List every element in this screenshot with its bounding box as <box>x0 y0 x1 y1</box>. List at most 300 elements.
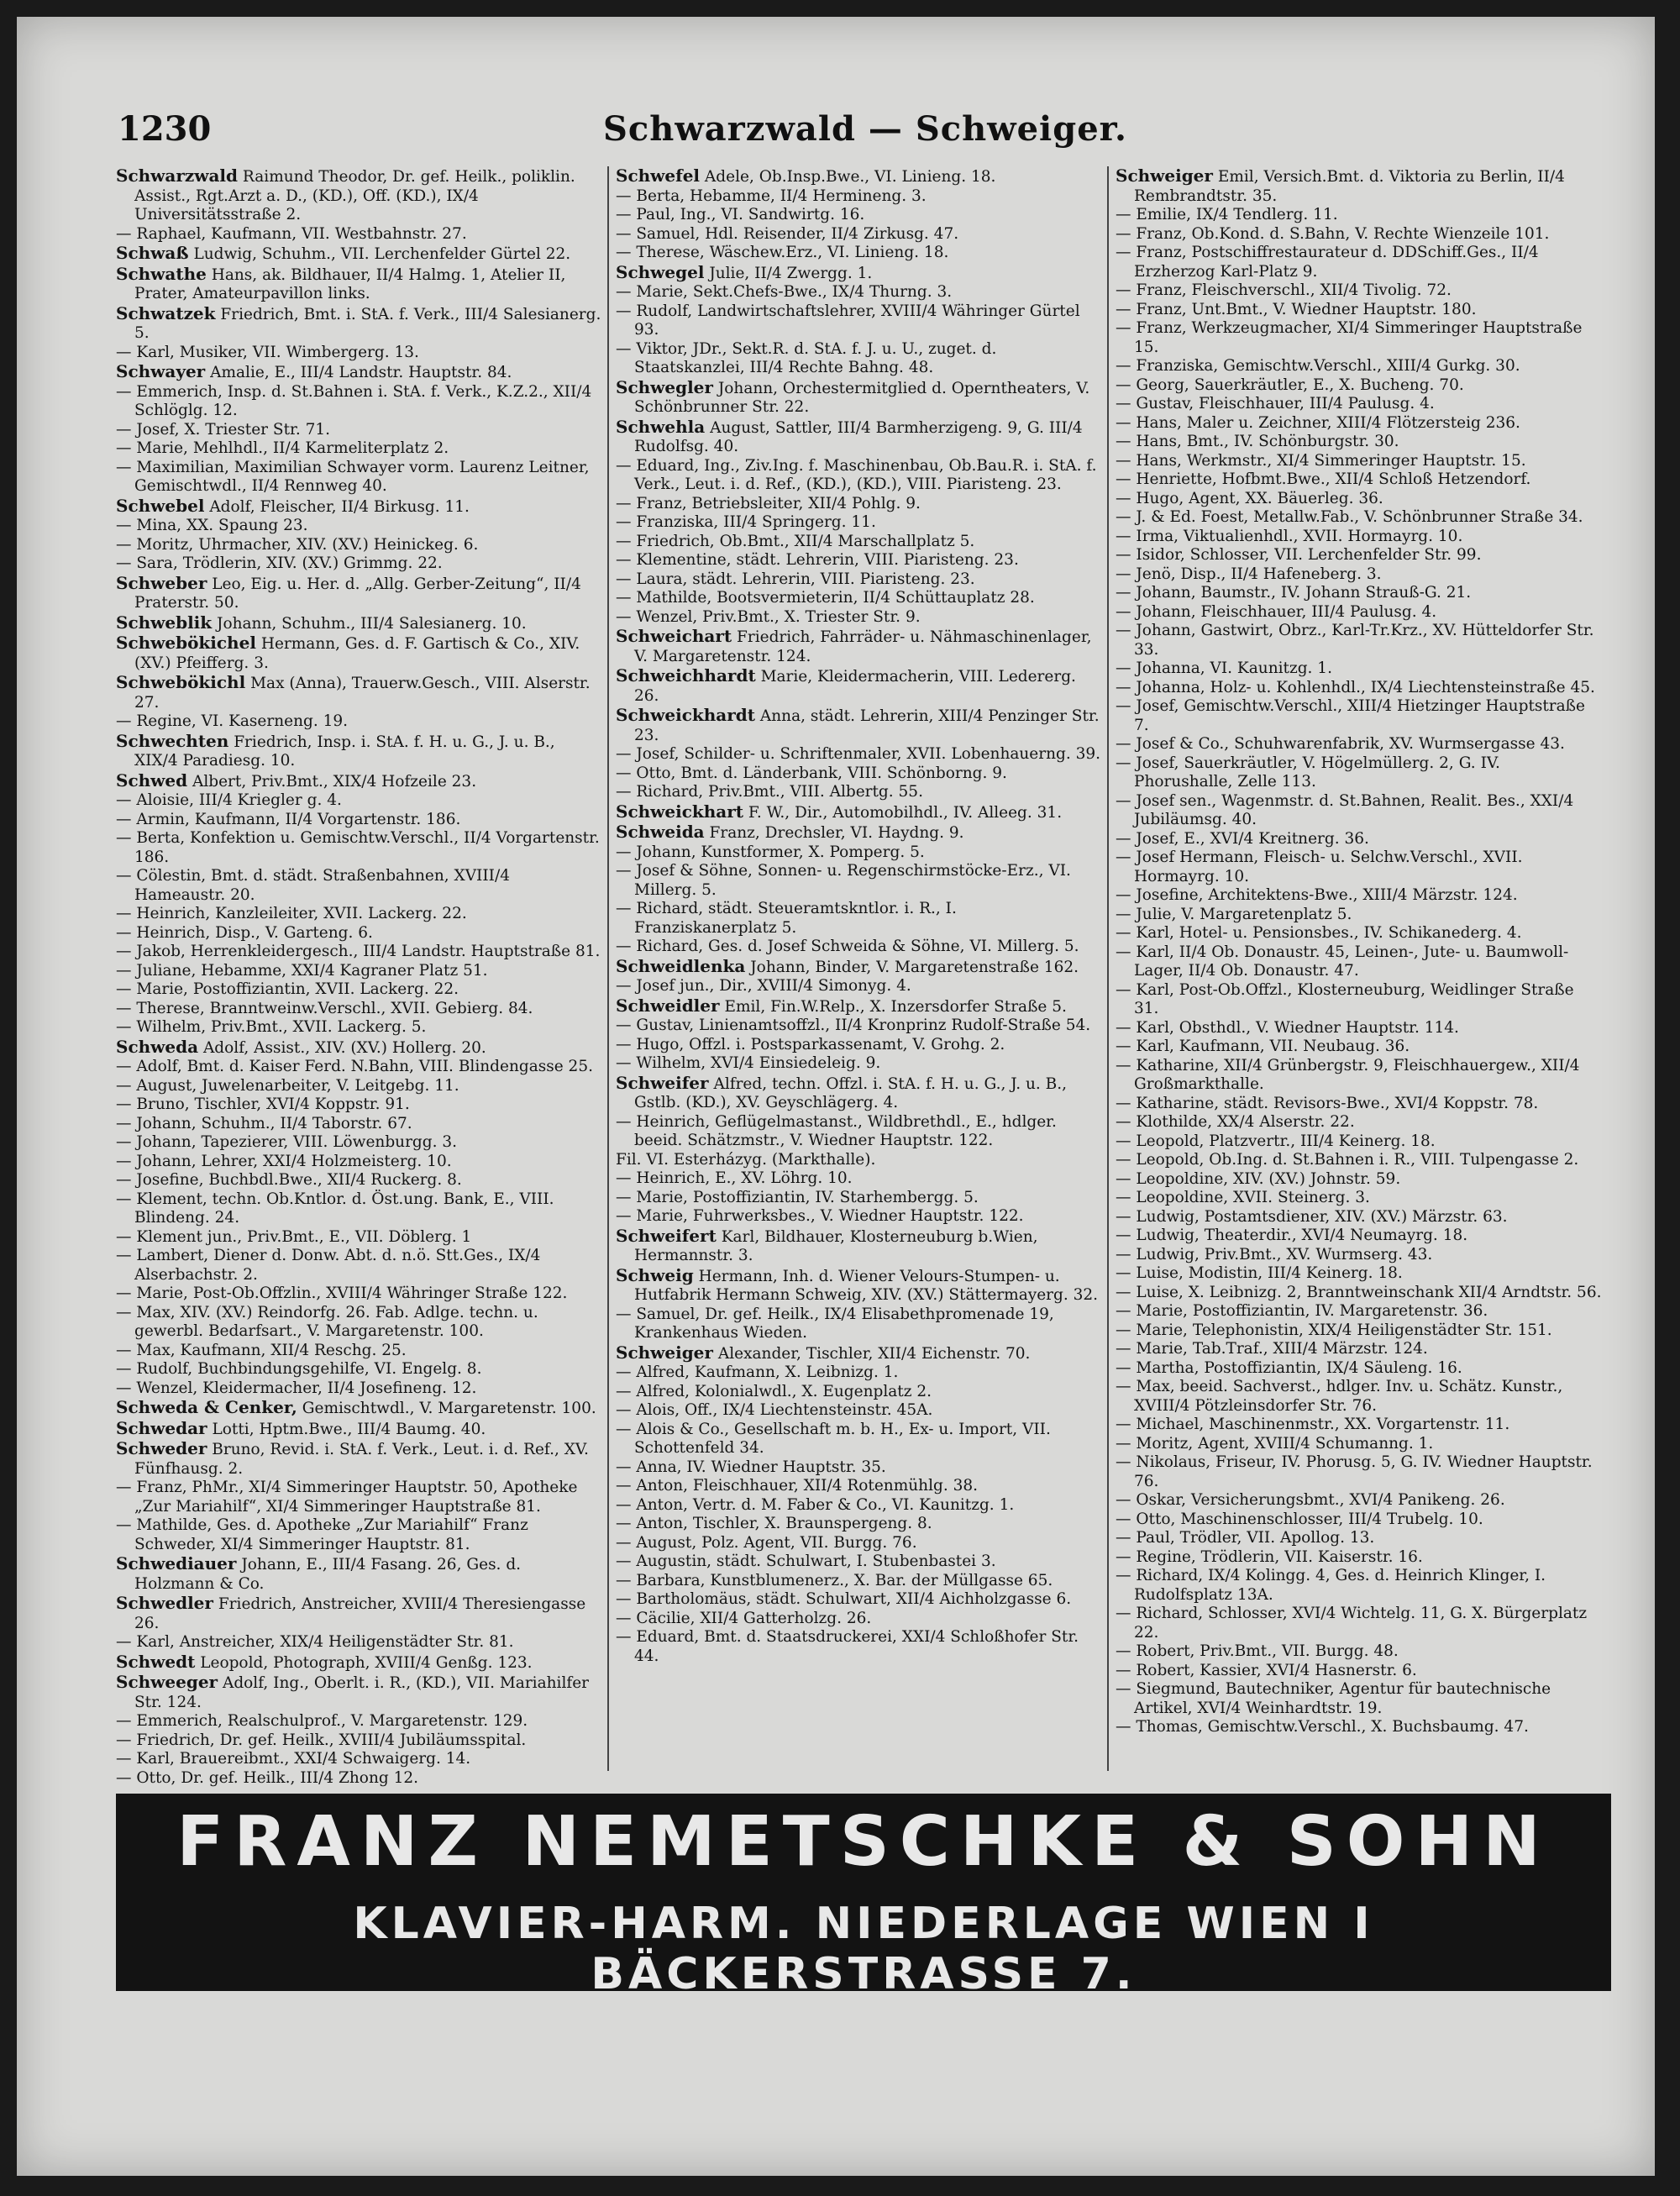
entry-details: — Karl, Musiker, VII. Wimbergerg. 13. <box>116 343 419 361</box>
entry-details: — Paul, Trödler, VII. Apollog. 13. <box>1116 1529 1375 1547</box>
entry-details: — Therese, Wäschew.Erz., VI. Linieng. 18. <box>616 244 949 261</box>
directory-entry <box>116 1712 603 1731</box>
directory-entry <box>616 187 1103 207</box>
directory-entry <box>1116 1491 1603 1510</box>
directory-entry <box>616 495 1103 514</box>
directory-entry <box>616 706 1103 745</box>
directory-entry <box>616 244 1103 263</box>
entry-details: — J. & Ed. Foest, Metallw.Fab., V. Schönbrunner Straße 34. <box>1116 508 1583 526</box>
entry-details: — Josef & Co., Schuhwarenfabrik, XV. Wurmsergasse 43. <box>1116 735 1565 753</box>
entry-details: — Moritz, Uhrmacher, XIV. (XV.) Heinickeg. 6. <box>116 535 479 554</box>
entry-details: — Mina, XX. Spaung 23. <box>116 517 308 534</box>
entry-details: — Max, beeid. Sachverst., hdlger. Inv. u. Schätz. Kunstr., XVIII/4 Pötzleinsdorfer Str. 76. <box>1116 1378 1563 1415</box>
directory-entry <box>1116 1680 1603 1718</box>
directory-entry <box>116 673 603 712</box>
directory-entry <box>116 1360 603 1379</box>
entry-surname: Schwedler <box>116 1593 213 1613</box>
directory-entry <box>1116 1321 1603 1341</box>
advertisement-banner <box>116 1794 1611 1999</box>
entry-details: — Wenzel, Priv.Bmt., X. Triester Str. 9. <box>616 607 921 626</box>
directory-entry <box>1116 546 1603 565</box>
directory-entry <box>1116 490 1603 509</box>
directory-entry <box>1116 584 1603 603</box>
directory-entry <box>616 666 1103 706</box>
entry-details: — Alois, Off., IX/4 Liechtensteinstr. 45A. <box>616 1401 933 1419</box>
directory-entry <box>616 822 1103 843</box>
entry-details: — Eduard, Bmt. d. Staatsdruckerei, XXI/4 Schloßhofer Str. 44. <box>616 1628 1079 1665</box>
entry-details: — Nikolaus, Friseur, IV. Phorusg. 5, G. IV. Wiedner Hauptstr. 76. <box>1116 1453 1593 1490</box>
directory-entry <box>1116 1132 1603 1152</box>
directory-entry <box>616 843 1103 863</box>
entry-surname: Schweichart <box>616 626 732 646</box>
entry-details: — Klement, techn. Ob.Kntlor. d. Öst.ung. Bank, E., VIII. Blindeng. 24. <box>116 1190 554 1227</box>
entry-details: — Max, XIV. (XV.) Reindorfg. 26. Fab. Adlge. techn. u. gewerbl. Bedarfsart., V. Margaretenstr. 100. <box>116 1303 538 1340</box>
entry-details: — Viktor, JDr., Sekt.R. d. StA. f. J. u. U., zuget. d. Staatskanzlei, III/4 Rechte Bahng. 48. <box>616 339 997 376</box>
entry-details: — Luise, Modistin, III/4 Keinerg. 18. <box>1116 1264 1403 1282</box>
entry-details: — Gustav, Linienamtsoffzl., II/4 Kronprinz Rudolf-Straße 54. <box>616 1017 1091 1034</box>
entry-details: — Samuel, Dr. gef. Heilk., IX/4 Elisabethpromenade 19, Krankenhaus Wieden. <box>616 1305 1054 1342</box>
entry-surname: Schweblik <box>116 612 213 633</box>
entry-details: — Otto, Bmt. d. Länderbank, VIII. Schönborng. 9. <box>616 764 1007 782</box>
entry-details: — Karl, II/4 Ob. Donaustr. 45, Leinen-, Jute- u. Baumwoll-Lager, II/4 Ob. Donaustr. 47. <box>1116 943 1569 980</box>
directory-entry <box>616 1343 1103 1364</box>
directory-entry <box>1116 1189 1603 1208</box>
entry-details: — Friedrich, Ob.Bmt., XII/4 Marschallplatz 5. <box>616 532 975 550</box>
directory-entry <box>616 1113 1103 1151</box>
directory-entry <box>1116 225 1603 244</box>
entry-surname: Schwaß <box>116 243 189 263</box>
entry-details: — Irma, Viktualienhdl., XVII. Hormayrg. 10. <box>1116 527 1463 545</box>
entry-details: — Marie, Postoffiziantin, XVII. Lackerg. 22. <box>116 980 459 998</box>
entry-details: Friedrich, Anstreicher, XVIII/4 Theresiengasse 26. <box>134 1595 586 1632</box>
entry-details: — Franz, PhMr., XI/4 Simmeringer Hauptstr. 50, Apotheke „Zur Mariahilf“, XI/4 Simmeringer Hauptstraße 81. <box>116 1479 578 1516</box>
directory-entry <box>116 613 603 634</box>
entry-details: — Gustav, Fleischhauer, III/4 Paulusg. 4. <box>1116 395 1435 412</box>
entry-details: — Bartholomäus, städt. Schulwart, XII/4 Aichholzgasse 6. <box>616 1590 1072 1608</box>
entry-details: — Max, Kaufmann, XII/4 Reschg. 25. <box>116 1341 407 1359</box>
entry-surname: Schwefel <box>616 166 701 186</box>
directory-entry <box>616 1477 1103 1496</box>
entry-details: — Georg, Sauerkräutler, E., X. Bucheng. 70. <box>1116 376 1464 394</box>
directory-entry <box>616 1074 1103 1113</box>
directory-entry <box>116 304 603 344</box>
directory-entry <box>1116 1567 1603 1605</box>
entry-surname: Schwegel <box>616 261 705 282</box>
entry-details: — Hans, Werkmstr., XI/4 Simmeringer Hauptstr. 15. <box>1116 451 1526 470</box>
entry-details: — Barbara, Kunstblumenerz., X. Bar. der Müllgasse 65. <box>616 1571 1053 1589</box>
directory-entry <box>1116 452 1603 471</box>
entry-details: Friedrich, Bmt. i. StA. f. Verk., III/4 Salesianerg. 5. <box>134 305 601 342</box>
entry-details: — Karl, Post-Ob.Offzl., Klosterneuburg, Weidlinger Straße 31. <box>1116 980 1574 1017</box>
advertisement-subtitle: KLAVIER-HARM. NIEDERLAGE WIEN I BÄCKERSTRASSE 7. <box>353 1899 1374 1999</box>
directory-entry <box>1116 1435 1603 1454</box>
entry-details: — Heinrich, Geflügelmastanst., Wildbrethdl., E., hdlger. beeid. Schätzmstr., V. Wiedner Hauptstr. 122. <box>616 1112 1057 1149</box>
entry-details: — Cäcilie, XII/4 Gatterholzg. 26. <box>616 1609 872 1627</box>
directory-entry <box>116 1095 603 1115</box>
entry-details: — Leopoldine, XVII. Steinerg. 3. <box>1116 1189 1370 1206</box>
directory-entry <box>616 862 1103 900</box>
directory-entry <box>616 957 1103 978</box>
directory-entry <box>116 362 603 383</box>
entry-details: Julie, II/4 Zwergg. 1. <box>709 264 873 282</box>
entry-details: Bruno, Revid. i. StA. f. Verk., Leut. i. d. Ref., XV. Fünfhausg. 2. <box>134 1441 589 1478</box>
entry-details: Hermann, Inh. d. Wiener Velours-Stumpen- u. Hutfabrik Hermann Schweig, XIV. (XV.) Stättermayerg. 32. <box>634 1267 1099 1304</box>
entry-details: — Laura, städt. Lehrerin, VIII. Piaristeng. 23. <box>616 570 975 588</box>
directory-entry <box>1116 1095 1603 1114</box>
directory-entry <box>1116 735 1603 754</box>
directory-entry <box>116 1285 603 1304</box>
entry-surname: Schwed <box>116 770 188 791</box>
directory-entry <box>616 764 1103 784</box>
entry-details: — Lambert, Diener d. Donw. Abt. d. n.ö. Stt.Ges., IX/4 Alserbachstr. 2. <box>116 1247 541 1284</box>
directory-entry <box>1116 1642 1603 1662</box>
directory-entry <box>616 996 1103 1017</box>
entry-details: — Juliane, Hebamme, XXI/4 Kagraner Platz 51. <box>116 961 488 980</box>
entry-details: Alexander, Tischler, XII/4 Eichenstr. 70. <box>717 1344 1031 1363</box>
entry-details: — Karl, Hotel- u. Pensionsbes., IV. Schikanederg. 4. <box>1116 924 1522 942</box>
entry-details: Adolf, Assist., XIV. (XV.) Hollerg. 20. <box>202 1038 486 1057</box>
entry-details: — Emilie, IX/4 Tendlerg. 11. <box>1116 206 1338 223</box>
directory-entry <box>616 1496 1103 1516</box>
entry-surname: Schwatzek <box>116 302 216 323</box>
entry-details: Adele, Ob.Insp.Bwe., VI. Linieng. 18. <box>704 168 996 186</box>
directory-entry <box>616 1189 1103 1208</box>
entry-details: — Marie, Telephonistin, XIX/4 Heiligenstädter Str. 151. <box>1116 1321 1552 1339</box>
entry-surname: Schweickhardt <box>616 705 755 725</box>
directory-entry <box>1116 565 1603 585</box>
entry-details: — Marie, Postoffiziantin, IV. Starhembergg. 5. <box>616 1188 979 1206</box>
entry-details: — Anton, Vertr. d. M. Faber & Co., VI. Kaunitzg. 1. <box>616 1495 1015 1514</box>
directory-entry <box>616 1017 1103 1036</box>
entry-surname: Schweda & Cenker, <box>116 1397 297 1417</box>
entry-details: — Hugo, Agent, XX. Bäuerleg. 36. <box>1116 489 1383 507</box>
directory-entry <box>616 533 1103 552</box>
directory-entry <box>1116 792 1603 830</box>
directory-entry <box>116 225 603 244</box>
entry-details: — Julie, V. Margaretenplatz 5. <box>1116 905 1352 923</box>
entry-details: Johann, Schuhm., III/4 Salesianerg. 10. <box>217 614 527 633</box>
entry-details: — Josef, X. Triester Str. 71. <box>116 420 331 439</box>
directory-entry <box>116 166 603 225</box>
directory-entry <box>1116 679 1603 698</box>
entry-details: Amalie, E., III/4 Landstr. Hauptstr. 84. <box>210 364 512 381</box>
entry-details: — Karl, Brauereibmt., XXI/4 Schwaigerg. 14. <box>116 1750 471 1768</box>
directory-entry <box>1116 433 1603 452</box>
entry-details: Max (Anna), Trauerw.Gesch., VIII. Alserstr. 27. <box>134 675 591 712</box>
entry-surname: Schweeger <box>116 1672 218 1692</box>
entry-details: — Franziska, III/4 Springerg. 11. <box>616 513 876 531</box>
entry-details: — Mathilde, Bootsvermieterin, II/4 Schüttauplatz 28. <box>616 589 1035 607</box>
entry-surname: Schweidlenka <box>616 955 746 976</box>
directory-entry <box>1116 528 1603 547</box>
directory-entry <box>1116 166 1603 206</box>
column-3 <box>1116 166 1603 1788</box>
entry-details: Leo, Eig. u. Her. d. „Allg. Gerber-Zeitung“, II/4 Praterstr. 50. <box>134 575 581 612</box>
page-number: 1230 <box>118 109 212 149</box>
entry-details: — Richard, Priv.Bmt., VIII. Albertg. 55. <box>616 783 923 801</box>
directory-entry <box>1116 1113 1603 1132</box>
directory-entry <box>1116 1510 1603 1530</box>
directory-entry <box>116 439 603 459</box>
directory-entry <box>116 1038 603 1059</box>
directory-entry <box>116 1115 603 1134</box>
entry-details: — Johann, Gastwirt, Obrz., Karl-Tr.Krz., XV. Hütteldorfer Str. 33. <box>1116 622 1594 659</box>
directory-entry <box>1116 1019 1603 1038</box>
directory-entry <box>616 1169 1103 1189</box>
entry-details: — Johann, Lehrer, XXI/4 Holzmeisterg. 10. <box>116 1152 452 1170</box>
entry-details: — Marie, Post-Ob.Offzlin., XVIII/4 Währinger Straße 122. <box>116 1285 568 1302</box>
entry-details: — Wilhelm, Priv.Bmt., XVII. Lackerg. 5. <box>116 1018 427 1036</box>
directory-entry <box>616 608 1103 628</box>
directory-entry <box>1116 1151 1603 1170</box>
entry-details: — Katharine, XII/4 Grünbergstr. 9, Fleischhauergew., XII/4 Großmarkthalle. <box>1116 1056 1580 1093</box>
directory-entry <box>616 900 1103 938</box>
entry-details: Anna, städt. Lehrerin, XIII/4 Penzinger Str. 23. <box>634 707 1100 744</box>
entry-surname: Schwegler <box>616 376 713 397</box>
entry-details: — Hans, Bmt., IV. Schönburgstr. 30. <box>1116 433 1399 450</box>
directory-entry <box>616 1552 1103 1572</box>
entry-details: Emil, Versich.Bmt. d. Viktoria zu Berlin, II/4 Rembrandtstr. 35. <box>1134 168 1565 205</box>
running-title: Schwarzwald — Schweiger. <box>603 109 1127 149</box>
entry-details: Adolf, Fleischer, II/4 Birkusg. 11. <box>209 497 470 516</box>
directory-page <box>17 17 1655 2176</box>
entry-details: Fil. VI. Esterházyg. (Markthalle). <box>616 1150 876 1169</box>
entry-details: — Franz, Postschiffrestaurateur d. DDSchiff.Ges., II/4 Erzherzog Karl-Platz 9. <box>1116 244 1539 281</box>
directory-entry <box>116 1228 603 1248</box>
directory-entry <box>116 905 603 924</box>
entry-details: — Josef sen., Wagenmstr. d. St.Bahnen, Realit. Bes., XXI/4 Jubiläumsg. 40. <box>1116 791 1574 828</box>
entry-details: — Heinrich, E., XV. Löhrg. 10. <box>616 1169 853 1187</box>
directory-entry <box>116 633 603 673</box>
directory-entry <box>116 1171 603 1190</box>
directory-entry <box>116 459 603 496</box>
entry-details: — Paul, Ing., VI. Sandwirtg. 16. <box>616 206 865 223</box>
entry-details: — Richard, IX/4 Kolingg. 4, Ges. d. Heinrich Klinger, I. Rudolfsplatz 13A. <box>1116 1567 1546 1604</box>
directory-entry <box>1116 622 1603 659</box>
directory-entry <box>616 302 1103 340</box>
directory-entry <box>616 1610 1103 1629</box>
directory-entry <box>616 1572 1103 1591</box>
entry-details: — Richard, städt. Steueramtskntlor. i. R., I. Franziskanerplatz 5. <box>616 900 957 937</box>
directory-entry <box>616 570 1103 590</box>
directory-entry <box>616 206 1103 225</box>
directory-entry <box>616 225 1103 244</box>
entry-details: — Bruno, Tischler, XVI/4 Koppstr. 91. <box>116 1095 410 1113</box>
directory-entry <box>116 244 603 265</box>
entry-details: — Berta, Hebamme, II/4 Hermineng. 3. <box>616 187 927 205</box>
entry-details: — Augustin, städt. Schulwart, I. Stubenbastei 3. <box>616 1552 996 1570</box>
directory-entry <box>116 1731 603 1751</box>
directory-entry <box>116 1304 603 1342</box>
directory-entry <box>616 1534 1103 1553</box>
entry-details: Friedrich, Fahrräder- u. Nähmaschinenlager, V. Margaretenstr. 124. <box>634 628 1092 665</box>
directory-entry <box>616 589 1103 608</box>
entry-details: — Otto, Dr. gef. Heilk., III/4 Zhong 12. <box>116 1768 419 1787</box>
directory-entry <box>116 924 603 943</box>
entry-surname: Schwediauer <box>116 1553 237 1573</box>
entry-details: Johann, Orchestermitglied d. Operntheaters, V. Schönbrunner Str. 22. <box>634 379 1090 416</box>
column-1 <box>116 166 603 1788</box>
entry-details: — Josef, Gemischtw.Verschl., XIII/4 Hietzinger Hauptstraße 7. <box>1116 697 1585 734</box>
directory-entry <box>116 962 603 981</box>
entry-surname: Schwedar <box>116 1417 207 1438</box>
entry-surname: Schwedt <box>116 1651 196 1672</box>
directory-entry <box>1116 1302 1603 1321</box>
entry-details: — Johann, Fleischhauer, III/4 Paulusg. 4. <box>1116 602 1437 621</box>
entry-details: Ludwig, Schuhm., VII. Lerchenfelder Gürtel 22. <box>193 245 571 263</box>
directory-entry <box>616 340 1103 378</box>
directory-entry <box>1116 830 1603 849</box>
entry-details: — Marie, Postoffiziantin, IV. Margaretenstr. 36. <box>1116 1302 1488 1320</box>
directory-entry <box>616 1363 1103 1383</box>
directory-entry <box>116 1133 603 1153</box>
entry-details: — Johanna, Holz- u. Kohlenhdl., IX/4 Liechtensteinstraße 45. <box>1116 678 1595 696</box>
entry-details: — Armin, Kaufmann, II/4 Vorgartenstr. 186. <box>116 810 461 828</box>
directory-entry <box>1116 848 1603 886</box>
entry-details: — Wenzel, Kleidermacher, II/4 Josefineng. 12. <box>116 1379 477 1397</box>
entry-details: — Henriette, Hofbmt.Bwe., XII/4 Schloß Hetzendorf. <box>1116 470 1531 488</box>
directory-entry <box>1116 1057 1603 1095</box>
directory-entry <box>616 1401 1103 1421</box>
directory-entry <box>616 513 1103 533</box>
page-header <box>118 109 1613 160</box>
entry-details: — Richard, Ges. d. Josef Schweida & Söhne, VI. Millerg. 5. <box>616 938 1079 955</box>
directory-entry <box>116 1000 603 1019</box>
entry-details: — Josefine, Buchbdl.Bwe., XII/4 Ruckerg. 8. <box>116 1171 462 1189</box>
entry-details: — Robert, Priv.Bmt., VII. Burgg. 48. <box>1116 1642 1399 1660</box>
directory-entry <box>1116 1529 1603 1548</box>
entry-details: — Josef Hermann, Fleisch- u. Selchw.Verschl., XVII. Hormayrg. 10. <box>1116 848 1523 885</box>
entry-details: — Heinrich, Kanzleileiter, XVII. Lackerg. 22. <box>116 905 467 922</box>
directory-entry <box>116 1633 603 1652</box>
directory-entry <box>616 802 1103 823</box>
directory-entry <box>1116 659 1603 679</box>
directory-entry <box>616 1515 1103 1534</box>
entry-surname: Schweder <box>116 1438 207 1458</box>
directory-entry <box>1116 1548 1603 1568</box>
directory-entry <box>116 811 603 830</box>
directory-entry <box>1116 470 1603 490</box>
entry-details: — Johann, Baumstr., IV. Johann Strauß-G. 21. <box>1116 584 1472 602</box>
directory-entry <box>616 938 1103 957</box>
entry-details: Raimund Theodor, Dr. gef. Heilk., poliklin. Assist., Rgt.Arzt a. D., (KD.), Off. (KD.), IX/4 Universitätsstraße 2. <box>134 168 575 223</box>
entry-details: Friedrich, Insp. i. StA. f. H. u. G., J. u. B., XIX/4 Paradiesg. 10. <box>134 733 555 770</box>
entry-details: August, Sattler, III/4 Barmherzigeng. 9, G. III/4 Rudolfsg. 40. <box>634 418 1083 455</box>
entry-surname: Schweber <box>116 572 207 593</box>
entry-details: — Ludwig, Theaterdir., XVI/4 Neumayrg. 18. <box>1116 1227 1468 1244</box>
entry-details: — Luise, X. Leibnizg. 2, Branntweinschank XII/4 Arndtstr. 56. <box>1116 1283 1602 1301</box>
entry-surname: Schwechten <box>116 730 229 751</box>
directory-entry <box>116 1018 603 1038</box>
directory-entry <box>1116 1170 1603 1190</box>
entry-details: — Cölestin, Bmt. d. städt. Straßenbahnen, XVIII/4 Hameaustr. 20. <box>116 867 510 904</box>
entry-surname: Schwathe <box>116 263 207 284</box>
entry-details: Emil, Fin.W.Relp., X. Inzersdorfer Straße 5. <box>724 997 1067 1016</box>
directory-entry <box>616 378 1103 418</box>
entry-details: — Regine, VI. Kaserneng. 19. <box>116 712 349 730</box>
entry-details: — Maximilian, Maximilian Schwayer vorm. Laurenz Leitner, Gemischtwdl., II/4 Rennweg 40. <box>116 458 590 495</box>
entry-surname: Schweickhart <box>616 801 744 822</box>
directory-entry <box>116 1673 603 1712</box>
directory-entry <box>116 554 603 574</box>
entry-details: — Johann, Tapezierer, VIII. Löwenburgg. 3. <box>116 1133 458 1151</box>
directory-entry <box>616 263 1103 284</box>
column-divider <box>1107 166 1109 1771</box>
entry-details: — Martha, Postoffiziantin, IX/4 Säuleng. 16. <box>1116 1358 1462 1377</box>
entry-details: — Samuel, Hdl. Reisender, II/4 Zirkusg. 47. <box>616 224 959 243</box>
entry-details: — Johann, Kunstformer, X. Pomperg. 5. <box>616 843 925 861</box>
entry-details: — Adolf, Bmt. d. Kaiser Ferd. N.Bahn, VIII. Blindengasse 25. <box>116 1058 593 1075</box>
directory-entry <box>1116 1340 1603 1359</box>
entry-details: Marie, Kleidermacherin, VIII. Ledererg. 26. <box>634 668 1076 705</box>
directory-entry <box>116 829 603 867</box>
entry-surname: Schweichhardt <box>616 665 756 686</box>
entry-details: Johann, Binder, V. Margaretenstraße 162. <box>750 958 1079 976</box>
directory-entry <box>116 496 603 517</box>
entry-details: — Franz, Unt.Bmt., V. Wiedner Hauptstr. 180. <box>1116 300 1477 318</box>
entry-details: — Leopold, Platzvertr., III/4 Keinerg. 18. <box>1116 1132 1436 1150</box>
directory-entry <box>116 1594 603 1633</box>
directory-entry <box>116 1247 603 1285</box>
directory-entry <box>616 1590 1103 1610</box>
entry-details: Hans, ak. Bildhauer, II/4 Halmg. 1, Atelier II, Prater, Amateurpavillon links. <box>134 265 566 302</box>
directory-entry <box>116 1516 603 1554</box>
entry-details: — Robert, Kassier, XVI/4 Hasnerstr. 6. <box>1116 1661 1417 1679</box>
entry-surname: Schwayer <box>116 361 206 381</box>
directory-entry <box>616 551 1103 570</box>
entry-details: — Katharine, städt. Revisors-Bwe., XVI/4 Koppstr. 78. <box>1116 1094 1539 1112</box>
directory-entry <box>116 1479 603 1516</box>
entry-details: Karl, Bildhauer, Klosterneuburg b.Wien, Hermannstr. 3. <box>634 1227 1038 1264</box>
entry-details: — Berta, Konfektion u. Gemischtw.Verschl., II/4 Vorgartenstr. 186. <box>116 829 600 866</box>
directory-entry <box>1116 1662 1603 1681</box>
directory-entry <box>116 1153 603 1172</box>
directory-entry <box>1116 1453 1603 1491</box>
entry-details: Franz, Drechsler, VI. Haydng. 9. <box>709 824 964 842</box>
entry-details: — Franz, Fleischverschl., XII/4 Tivolig. 72. <box>1116 281 1452 299</box>
entry-details: — Rudolf, Buchbindungsgehilfe, VI. Engelg. 8. <box>116 1360 482 1378</box>
directory-entry <box>616 745 1103 764</box>
directory-entry <box>616 783 1103 802</box>
entry-details: Johann, E., III/4 Fasang. 26, Ges. d. Holzmann & Co. <box>134 1556 522 1593</box>
directory-entry <box>616 977 1103 996</box>
directory-entry <box>616 1227 1103 1266</box>
directory-entry <box>1116 1038 1603 1057</box>
entry-details: — Anton, Tischler, X. Braunspergeng. 8. <box>616 1515 932 1532</box>
directory-entry <box>116 517 603 536</box>
entry-surname: Schwebel <box>116 495 205 516</box>
directory-entry <box>1116 924 1603 943</box>
entry-details: — Karl, Anstreicher, XIX/4 Heiligenstädter Str. 81. <box>116 1633 514 1651</box>
entry-details: Hermann, Ges. d. F. Gartisch & Co., XIV. (XV.) Pfeifferg. 3. <box>134 635 580 672</box>
entry-details: — Marie, Tab.Traf., XIII/4 Märzstr. 124. <box>1116 1340 1428 1358</box>
entry-details: — Josef jun., Dir., XVIII/4 Simonyg. 4. <box>616 977 911 995</box>
entry-details: — Franz, Ob.Kond. d. S.Bahn, V. Rechte Wienzeile 101. <box>1116 224 1550 243</box>
directory-entry <box>1116 1378 1603 1416</box>
entry-surname: Schwehla <box>616 416 706 437</box>
directory-entry <box>616 1383 1103 1402</box>
entry-details: — Rudolf, Landwirtschaftslehrer, XVIII/4 Währinger Gürtel 93. <box>616 302 1080 339</box>
directory-entry <box>116 1750 603 1769</box>
directory-entry <box>1116 1208 1603 1227</box>
column-2 <box>616 166 1103 1788</box>
entry-details: — Heinrich, Disp., V. Garteng. 6. <box>116 923 373 942</box>
entry-details: — Michael, Maschinenmstr., XX. Vorgartenstr. 11. <box>1116 1416 1510 1433</box>
column-divider <box>607 166 609 1771</box>
entry-details: — August, Polz. Agent, VII. Burgg. 76. <box>616 1533 917 1552</box>
directory-entry <box>1116 319 1603 357</box>
entry-details: Gemischtwdl., V. Margaretenstr. 100. <box>302 1400 596 1417</box>
